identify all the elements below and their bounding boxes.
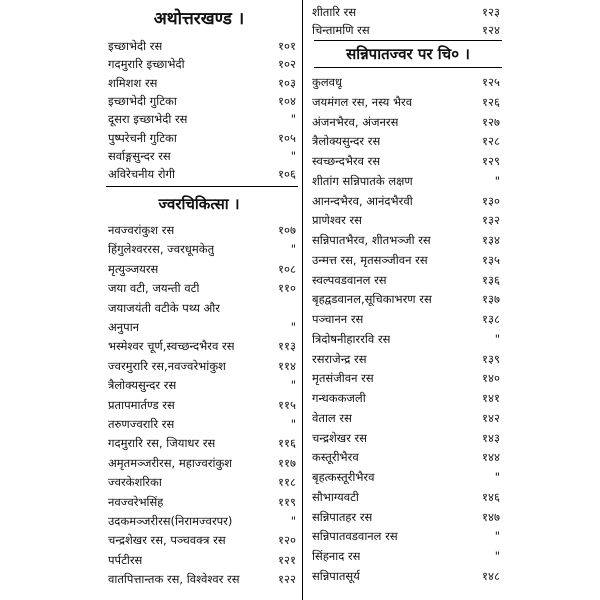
entry-page-number: १२४ <box>482 23 500 37</box>
entry-page-number: १३८ <box>482 312 500 326</box>
index-entry <box>306 74 502 91</box>
index-entry <box>100 455 298 472</box>
entry-page-number: ११५ <box>278 397 296 412</box>
entry-title: चन्द्रशेखर रस <box>312 430 368 445</box>
entry-title: चन्द्रशेखर रस, पञ्चवक्त्र रस <box>108 533 226 548</box>
entry-page-number: " <box>290 417 296 431</box>
entry-title: अनुपान <box>108 320 140 334</box>
index-entry <box>100 358 298 375</box>
entry-page-number: १२७ <box>482 114 500 129</box>
entry-title: शीतांग सन्निपातके लक्षण <box>312 173 413 188</box>
entry-title: उन्मत्त रस, मृतसञ्जीवन रस <box>312 252 428 267</box>
index-entry <box>306 153 502 170</box>
entry-page-number: " <box>290 320 296 334</box>
entry-title: गदमुरारि इच्छाभेदी <box>108 57 185 72</box>
entry-title: अविरेचनीय रोगी <box>108 167 175 182</box>
index-entry <box>100 494 298 511</box>
index-entry <box>100 397 298 414</box>
entry-title: सर्वाङ्गसुन्दर रस <box>108 148 171 163</box>
entry-title: तरुणज्वरारि रस <box>108 417 175 431</box>
entry-title: मृत्युञ्जयरस <box>108 261 159 276</box>
entry-page-number: ११९ <box>278 494 296 509</box>
entry-page-number: " <box>494 529 500 544</box>
entry-title: उदकमञ्जरीरस(निरामज्वरपर) <box>108 514 233 528</box>
entry-title: बृहत्कस्तूरीभैरव <box>312 470 375 484</box>
index-entry <box>100 319 298 336</box>
index-entry <box>306 272 502 289</box>
index-entry <box>100 56 298 73</box>
entry-title: आनन्दभैरव, आनंदभैरवी <box>312 193 413 208</box>
entry-title: दूसरा इच्छाभेदी रस <box>108 112 188 127</box>
entry-page-number: " <box>290 378 296 393</box>
index-entry <box>100 377 298 394</box>
entry-title: ज्वरमुरारि रस,नवज्वरेभांकुश <box>108 358 226 373</box>
entry-page-number: १४० <box>482 371 500 386</box>
entry-page-number: १२२ <box>278 572 296 587</box>
index-entry <box>306 94 502 111</box>
index-entry <box>306 193 502 210</box>
index-entry <box>100 261 298 278</box>
entry-page-number: " <box>494 549 500 563</box>
entry-page-number: १४६ <box>482 489 500 504</box>
index-entry <box>306 509 502 526</box>
entry-title: पर्पटीरस <box>108 552 143 567</box>
index-entry <box>306 291 502 308</box>
entry-page-number: " <box>290 242 296 257</box>
entry-page-number: ११८ <box>278 475 296 490</box>
entry-title: रसराजेन्द्र रस <box>312 351 367 366</box>
entry-title: वातपित्तान्तक रस, विश्वेश्वर रस <box>108 572 240 587</box>
index-entry <box>100 241 298 258</box>
index-entry <box>100 300 298 317</box>
entry-page-number: " <box>290 514 296 528</box>
index-entry <box>306 311 502 328</box>
entry-page-number: १२९ <box>482 154 500 168</box>
entry-page-number: १३० <box>482 193 500 208</box>
index-entry <box>306 568 502 585</box>
entry-page-number: १०१ <box>278 39 296 53</box>
entry-page-number: ११४ <box>278 358 296 373</box>
entry-title: सन्निपातहर रस <box>312 509 373 524</box>
entry-title: हिंगुलेश्वररस, ज्वरधूमकेतु <box>108 242 215 257</box>
index-entry <box>306 232 502 249</box>
entry-page-number: १०८ <box>278 261 296 276</box>
entry-page-number: १०५ <box>278 130 296 145</box>
entry-page-number: १४३ <box>482 430 500 445</box>
index-entry <box>100 338 298 355</box>
index-entry <box>100 222 298 239</box>
index-entry <box>100 166 298 183</box>
index-entry <box>100 513 298 530</box>
index-entry <box>100 93 298 110</box>
section-rule <box>106 186 298 187</box>
entry-title: मृतसंजीवन रस <box>312 371 374 386</box>
entry-title: शीतारि रस <box>312 5 357 19</box>
index-entry <box>306 430 502 447</box>
entry-page-number: १२६ <box>482 94 500 109</box>
entry-page-number: १३२ <box>482 213 500 228</box>
index-entry <box>306 4 502 21</box>
entry-title: सन्निपातभैरव, शीतभञ्जी रस <box>312 233 431 247</box>
entry-page-number: १०७ <box>278 223 296 237</box>
index-entry <box>306 528 502 545</box>
entry-page-number: " <box>494 331 500 346</box>
entry-title: गदमुरारि रस, जियाधर रस <box>108 436 216 451</box>
entry-title: त्रैलोक्यसुन्दर रस <box>312 134 381 149</box>
entry-title: नवज्वरेभसिंह <box>108 494 164 509</box>
index-entry <box>306 133 502 150</box>
entry-page-number: " <box>290 148 296 163</box>
entry-title: सन्निपातवडवानल रस <box>312 529 398 544</box>
entry-title: प्रतापमार्तण्ड रस <box>108 397 175 412</box>
entry-title: स्वच्छन्दभैरव रस <box>312 154 381 168</box>
entry-page-number: १०६ <box>278 167 296 182</box>
index-entry <box>306 390 502 407</box>
entry-page-number: १३७ <box>482 292 500 307</box>
entry-page-number: " <box>290 112 296 127</box>
entry-title: अमृतमञ्जरीरस, महाज्वरांकुश <box>108 455 233 470</box>
entry-title: बृहद्वडवानल,सूचिकाभरण रस <box>312 292 432 307</box>
index-entry <box>306 252 502 269</box>
index-entry <box>100 75 298 92</box>
index-entry <box>100 111 298 128</box>
index-entry <box>100 280 298 297</box>
entry-title: भस्मेश्वर चूर्ण,स्वच्छन्दभैरव रस <box>108 339 235 354</box>
entry-page-number: १३६ <box>482 272 500 287</box>
entry-title: जयाजयंती वटीके पथ्य और <box>108 300 220 315</box>
entry-title: सन्निपातसूर्य <box>312 568 360 583</box>
entry-page-number: १३५ <box>482 252 500 267</box>
entry-page-number: १२५ <box>482 75 500 89</box>
entry-title: सौभाग्यवटी <box>312 489 359 504</box>
index-entry <box>100 148 298 165</box>
index-entry <box>306 370 502 387</box>
entry-title: ज्वरकेशरिका <box>108 475 162 490</box>
entry-page-number: १२३ <box>482 5 500 19</box>
index-entry <box>100 416 298 433</box>
index-entry <box>306 410 502 427</box>
entry-page-number: १०३ <box>278 75 296 90</box>
index-entry <box>306 351 502 368</box>
heading-jwara-chikitsa: ज्वरचिकित्सा । <box>158 195 240 213</box>
entry-page-number: ११३ <box>278 339 296 354</box>
index-entry <box>306 114 502 131</box>
index-entry <box>306 173 502 190</box>
entry-page-number: ११० <box>278 281 296 296</box>
entry-title: स्वल्पवडवानल रस <box>312 272 387 287</box>
index-entry <box>100 571 298 588</box>
heading-uttarakhanda: अथोत्तरखण्ड । <box>153 9 245 29</box>
entry-page-number: १०२ <box>278 57 296 72</box>
index-entry <box>306 449 502 466</box>
entry-page-number: १४२ <box>482 410 500 425</box>
index-entry <box>100 130 298 147</box>
entry-page-number: १३९ <box>482 351 500 366</box>
entry-title: त्रैलोक्यसुन्दर रस <box>108 378 177 393</box>
entry-title: गन्धककजली <box>312 391 366 405</box>
entry-title: पञ्चानन रस <box>312 312 364 326</box>
entry-title: जयमंगल रस, नस्य भैरव <box>312 94 413 109</box>
entry-title: वेताल रस <box>312 410 352 425</box>
entry-page-number: ११७ <box>278 455 296 470</box>
right-column <box>306 0 502 600</box>
index-entry <box>100 435 298 452</box>
index-entry <box>306 469 502 486</box>
index-entry <box>100 552 298 569</box>
entry-title: इच्छाभेदी गुटिका <box>108 93 177 108</box>
entry-page-number: " <box>494 470 500 484</box>
entry-page-number: १२० <box>278 533 296 548</box>
index-entry <box>100 532 298 549</box>
index-entry <box>306 331 502 348</box>
entry-page-number: १४१ <box>482 391 500 405</box>
index-entry <box>100 38 298 55</box>
entry-page-number: १०४ <box>278 93 296 108</box>
column-divider <box>302 0 303 600</box>
entry-page-number: १४४ <box>482 450 500 465</box>
index-entry <box>306 212 502 229</box>
index-entry <box>306 548 502 565</box>
entry-title: पुष्परेचनी गुटिका <box>108 130 177 145</box>
entry-title: कस्तूरीभैरव <box>312 450 359 465</box>
entry-title: त्रिदोषनीहाररवि रस <box>312 331 391 346</box>
entry-page-number: १२१ <box>278 552 296 567</box>
entry-page-number: १३४ <box>482 233 500 247</box>
entry-title: शमिशश रस <box>108 75 158 90</box>
entry-page-number: १२८ <box>482 134 500 149</box>
entry-title: नवज्वरांकुश रस <box>108 223 175 237</box>
entry-title: चिन्तामणि रस <box>312 23 370 37</box>
entry-page-number: १४७ <box>482 509 500 524</box>
entry-page-number: " <box>494 173 500 188</box>
entry-title: अंजनभैरव, अंजनरस <box>312 114 399 129</box>
entry-title: सिंहनाद रस <box>312 549 361 563</box>
entry-page-number: ११६ <box>278 436 296 451</box>
index-entry <box>306 489 502 506</box>
entry-title: प्राणेश्वर रस <box>312 213 362 228</box>
entry-title: जया वटी, जयन्ती वटी <box>108 281 200 296</box>
left-column <box>100 0 298 600</box>
entry-title: इच्छाभेदी रस <box>108 39 163 53</box>
index-entry <box>306 22 502 39</box>
entry-page-number: १४८ <box>482 568 500 583</box>
entry-title: कुलवधू <box>312 75 343 89</box>
heading-sannipata-jwara: सन्निपातज्वर पर चि० । <box>314 40 502 68</box>
index-entry <box>100 474 298 491</box>
